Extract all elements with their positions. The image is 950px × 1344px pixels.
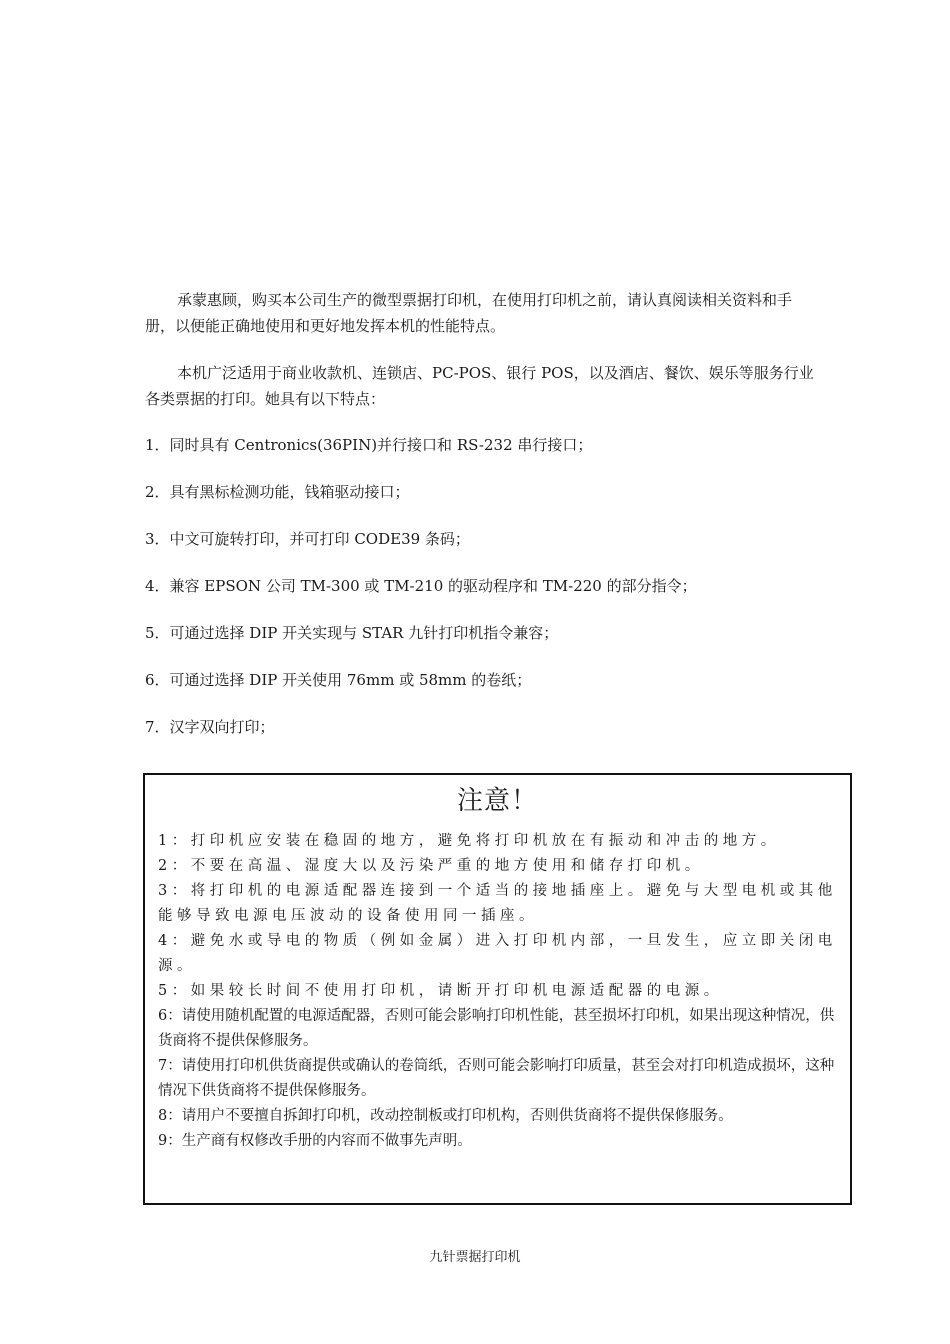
intro-text-2: 本机广泛适用于商业收款机、连锁店、PC-POS、银行 POS，以及酒店、餐饮、娱乐等服务行业各类票据的打印。她具有以下特点： — [145, 364, 814, 408]
intro-text-1: 承蒙惠顾，购买本公司生产的微型票据打印机，在使用打印机之前，请认真阅读相关资料和手册，以便能正确地使用和更好地发挥本机的性能特点。 — [145, 291, 793, 335]
page-footer: 九针票据打印机 — [429, 1250, 521, 1265]
notice-item: 4：避免水或导电的物质（例如金属）进入打印机内部，一旦发生，应立即关闭电源。 — [158, 933, 837, 974]
feature-item: 5．可通过选择 DIP 开关实现与 STAR 九针打印机指令兼容； — [145, 624, 559, 642]
feature-list — [145, 432, 815, 761]
feature-item: 3．中文可旋转打印，并可打印 CODE39 条码； — [145, 530, 470, 548]
notice-item: 7：请使用打印机供货商提供或确认的卷筒纸，否则可能会影响打印质量，甚至会对打印机造成损坏，这种情况下供货商将不提供保修服务。 — [158, 1058, 835, 1099]
feature-item: 1．同时具有 Centronics(36PIN)并行接口和 RS-232 串行接口； — [145, 436, 593, 454]
feature-item: 6．可通过选择 DIP 开关使用 76mm 或 58mm 的卷纸； — [145, 671, 532, 689]
notice-item: 1：打印机应安装在稳固的地方，避免将打印机放在有振动和冲击的地方。 — [158, 833, 780, 849]
notice-list — [145, 829, 850, 1154]
notice-item: 6：请使用随机配置的电源适配器，否则可能会影响打印机性能，甚至损坏打印机，如果出现这种情况，供货商将不提供保修服务。 — [158, 1008, 835, 1049]
notice-item: 3：将打印机的电源适配器连接到一个适当的接地插座上。避免与大型电机或其他能够导致电源电压波动的设备使用同一插座。 — [158, 883, 837, 924]
feature-item: 4．兼容 EPSON 公司 TM-300 或 TM-210 的驱动程序和 TM-220 的部分指令； — [145, 577, 697, 595]
notice-item: 2：不要在高温、湿度大以及污染严重的地方使用和储存打印机。 — [158, 858, 704, 874]
feature-item: 2．具有黑标检测功能，钱箱驱动接口； — [145, 483, 410, 501]
intro-paragraph-1 — [145, 287, 815, 339]
notice-item: 5：如果较长时间不使用打印机，请断开打印机电源适配器的电源。 — [158, 983, 723, 999]
notice-box — [143, 773, 852, 1205]
notice-title: 注意！ — [456, 786, 538, 816]
feature-item: 7．汉字双向打印； — [145, 718, 275, 736]
notice-item: 9：生产商有权修改手册的内容而不做事先声明。 — [158, 1133, 472, 1149]
intro-paragraph-2 — [145, 360, 815, 412]
notice-item: 8：请用户不要擅自拆卸打印机，改动控制板或打印机构，否则供货商将不提供保修服务。 — [158, 1108, 733, 1124]
